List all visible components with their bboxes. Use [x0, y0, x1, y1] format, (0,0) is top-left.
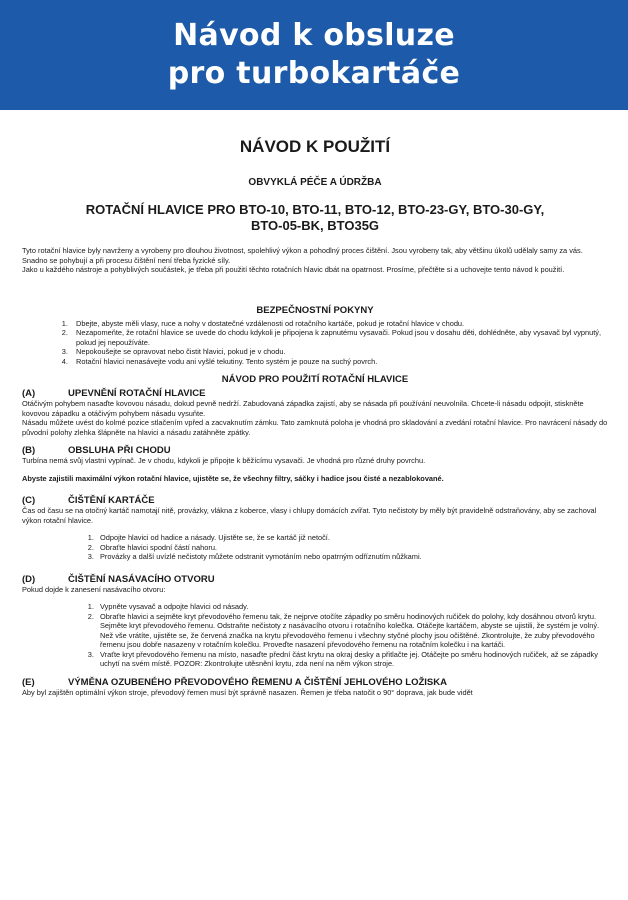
- section-a-heading: [22, 388, 608, 399]
- section-e-title: VÝMĚNA OZUBENÉHO PŘEVODOVÉHO ŘEMENU A ČIŠTĚNÍ JEHLOVÉHO LOŽISKA: [68, 676, 447, 688]
- models-heading: [22, 202, 608, 234]
- section-a-label: (A): [22, 388, 36, 399]
- section-d-text: Pokud dojde k zanesení nasávacího otvoru:: [22, 584, 166, 594]
- section-b-text-1: Turbína nemá svůj vlastní vypínač. Je v chodu, kdykoli je připojte k běžícímu vysavači. Je vhodná pro různé druhy povrchu.: [22, 456, 426, 465]
- document-title: NÁVOD K POUŽITÍ: [239, 137, 391, 156]
- section-b-label: (B): [22, 445, 36, 456]
- list-item: 3. Nepokoušejte se opravovat nebo čistit hlavici, pokud je v chodu.: [70, 347, 608, 357]
- section-a-text-1: Otáčivým pohybem nasaďte kovovou násadu, dokud pevně nedrží. Zabudovaná západka zajistí, aby se násada při používání neuvolnila. Chcete-li násadu odpojit, stiskněte kovovou západku a otáčivým pohybem násadu vysuňte.: [22, 399, 584, 418]
- list-item: 1. Dbejte, abyste měli vlasy, ruce a nohy v dostatečné vzdálenosti od rotačního kartáče, pokud je rotační hlavice v chodu.: [70, 319, 608, 329]
- section-c-label: (C): [22, 495, 36, 506]
- section-b-heading: [22, 445, 608, 456]
- section-e-heading: [22, 677, 608, 688]
- section-e-text: Aby byl zajištěn optimální výkon stroje, převodový řemen musí být správně nasazen. Řemen je třeba natočit o 90° doprava, jak bude vidět: [22, 687, 473, 697]
- safety-heading: BEZPEČNOSTNÍ POKYNY: [256, 304, 374, 316]
- section-c-title: ČIŠTĚNÍ KARTÁČE: [68, 495, 155, 506]
- list-item: 1. Vypněte vysavač a odpojte hlavici od násady.: [96, 602, 608, 612]
- list-item: 3. Vraťte kryt převodového řemenu na místo, nasaďte přední část krytu na okraj desky a přitlačte jej. Otáčejte po směru hodinových ručiček, až se západky uchytí na svém místě. POZOR: Zkontrolujte utěsnění krytu, zda není na něm výkon stroje.: [96, 650, 608, 669]
- section-d-list: [22, 602, 608, 669]
- intro-paragraph-2: Jako u každého nástroje a pohyblivých součástek, je třeba při použití těchto rotačních hlavic dbát na opatrnost. Prosíme, přečtěte si a uchovejte tento návod k použití.: [22, 265, 565, 274]
- document-body: [0, 110, 628, 697]
- section-a-title: UPEVNĚNÍ ROTAČNÍ HLAVICE: [68, 388, 206, 399]
- list-item: 3. Provázky a další uvízlé nečistoty můžete odstranit vymotáním nebo opatrným odříznutím nůžkami.: [96, 552, 608, 562]
- list-item: 2. Obraťte hlavici spodní částí nahoru.: [96, 543, 608, 553]
- section-b-text-2: Abyste zajistili maximální výkon rotační hlavice, ujistěte se, že všechny filtry, sáčky i hadice jsou čisté a nezablokované.: [22, 473, 444, 483]
- banner-title-line1: Návod k obsluze: [173, 18, 455, 53]
- safety-list: [22, 319, 608, 367]
- intro-paragraph-1: Tyto rotační hlavice byly navrženy a vyrobeny pro dlouhou životnost, spolehlivý výkon a pohodlný proces čištění. Jsou vyrobeny tak, aby většinu úkolů udělaly samy za vás. Snadno se pohybují a při procesu čištění není třeba fyzické síly.: [22, 246, 583, 265]
- header-banner: [0, 0, 628, 110]
- models-line-2: BTO-05-BK, BTO35G: [250, 218, 380, 233]
- section-e-label: (E): [22, 676, 35, 688]
- section-d-title: ČIŠTĚNÍ NASÁVACÍHO OTVORU: [68, 573, 215, 585]
- section-d-heading: [22, 574, 608, 585]
- list-item: 4. Rotační hlavici nenasávejte vodu ani vyšlé tekutiny. Tento systém je pouze na suchý povrch.: [70, 357, 608, 367]
- section-b-title: OBSLUHA PŘI CHODU: [68, 445, 171, 456]
- list-item: 2. Nezapomeňte, že rotační hlavice se uvede do chodu kdykoli je připojena k zapnutému vysavači. Pokud jsou v dosahu děti, dohlédněte, aby vysavač byl vypnutý, pokud jej nepoužíváte.: [70, 328, 608, 347]
- models-line-1: ROTAČNÍ HLAVICE PRO BTO-10, BTO-11, BTO-12, BTO-23-GY, BTO-30-GY,: [85, 202, 545, 217]
- intro-section: [22, 246, 608, 275]
- section-d-label: (D): [22, 573, 36, 585]
- section-c-text: Čas od času se na otočný kartáč namotají nitě, provázky, vlákna z koberce, vlasy i chlupy domácích zvířat. Tyto nečistoty by měly být pravidelně odstraňovány, aby se zachoval výkon rotační hlavice.: [22, 506, 597, 525]
- section-c-heading: [22, 495, 608, 506]
- list-item: 2. Obraťte hlavici a sejměte kryt převodového řemenu tak, že nejprve otočíte západky po směru hodinových ručiček do polohy, kdy dosáhnou otvorů krytu. Sejměte kryt převodového řemenu. Odstraňte nečistoty z nasávacího otvoru i rotačního kolečka. Otáčejte kartáčem, abyste se ujistili, že systém je volný. Než vše vrátíte, ujistěte se, že červená značka na krytu převodového řemenu i všechny styčné plochy jsou očištěné. Zkontrolujte, že zuby převodového řemenu jsou dobře nasazeny v rotačním kolečku. Proveďte nasazení převodového řemenu na rotačním kolečku i na kartáči.: [96, 612, 608, 650]
- usage-heading: NÁVOD PRO POUŽITÍ ROTAČNÍ HLAVICE: [221, 374, 409, 385]
- document-subtitle: OBVYKLÁ PÉČE A ÚDRŽBA: [248, 177, 382, 188]
- section-c-list: [22, 533, 608, 562]
- section-a-text-2: Násadu můžete uvést do kolmé pozice stlačením vpřed a zacvaknutím zámku. Tato zamknutá poloha je vhodná pro skladování a zvedání rotační hlavice. Pro navrácení násady do původní polohy zlehka šlápněte na hlavici a násadu zatáhněte zpátky.: [22, 418, 608, 437]
- list-item: 1. Odpojte hlavici od hadice a násady. Ujistěte se, že se kartáč již netočí.: [96, 533, 608, 543]
- banner-title-line2: pro turbokartáče: [167, 56, 461, 91]
